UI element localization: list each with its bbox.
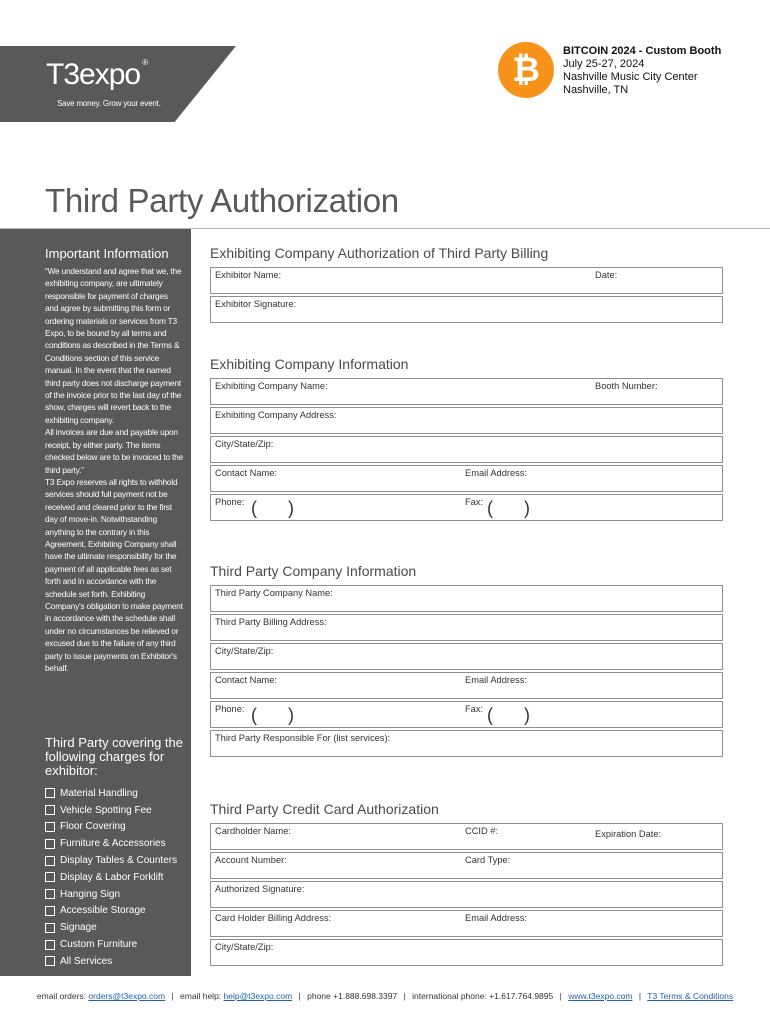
third-party-phone-row[interactable] [210, 701, 723, 728]
authorized-signature-row[interactable] [210, 881, 723, 908]
responsible-for-label: Third Party Responsible For (list services): [215, 733, 391, 743]
service-item[interactable] [45, 886, 177, 903]
checkbox[interactable] [45, 906, 55, 916]
company-name-label: Exhibiting Company Name: [215, 381, 328, 391]
service-item[interactable] [45, 835, 177, 852]
city-state-zip-label: City/State/Zip: [215, 646, 274, 656]
checkbox[interactable] [45, 805, 55, 815]
service-label: Accessible Storage [60, 905, 146, 917]
page-title: Third Party Authorization [45, 182, 399, 219]
footer-divider: | [559, 991, 562, 1001]
fax-area-code-open: ( [487, 498, 493, 518]
event-dates: July 25-27, 2024 [563, 58, 645, 70]
service-label: Vehicle Spotting Fee [60, 804, 152, 816]
bitcoin-icon: ₿ [498, 42, 554, 98]
checkbox[interactable] [45, 856, 55, 866]
area-code-close: ) [288, 498, 294, 518]
services-checklist [45, 785, 177, 970]
coverage-heading: Third Party covering the following charges for exhibitor: [45, 735, 184, 778]
third-party-city-row[interactable] [210, 643, 723, 670]
footer-divider: | [171, 991, 174, 1001]
exhibitor-company-name-row[interactable] [210, 378, 723, 405]
service-item[interactable] [45, 936, 177, 953]
ccid-label: CCID #: [465, 826, 499, 836]
service-item[interactable] [45, 802, 177, 819]
fax-label: Fax: [465, 497, 484, 507]
event-info [563, 45, 721, 97]
checkbox[interactable] [45, 889, 55, 899]
terms-text [45, 265, 183, 674]
third-party-contact-row[interactable] [210, 672, 723, 699]
third-party-address-label: Third Party Billing Address: [215, 617, 327, 627]
card-billing-address-row[interactable] [210, 910, 723, 937]
orders-label: email orders: [36, 991, 87, 1001]
card-type-label: Card Type: [465, 855, 511, 865]
service-item[interactable] [45, 919, 177, 936]
expiration-date-label: Expiration Date: [595, 829, 662, 839]
fax-area-code-close: ) [524, 498, 530, 518]
third-party-name-label: Third Party Company Name: [215, 588, 333, 598]
account-number-row[interactable] [210, 852, 723, 879]
footer-divider: | [403, 991, 406, 1001]
area-code-open: ( [251, 498, 257, 518]
city-state-zip-label: City/State/Zip: [215, 942, 274, 952]
footer-divider: | [638, 991, 642, 1001]
sidebar-heading: Important Information [45, 246, 169, 261]
third-party-info-heading: Third Party Company Information [210, 563, 417, 579]
help-label: email help: [180, 991, 222, 1001]
terms-paragraph: All invoices are due and payable upon receipt, by either party. The items checked below are to be invoiced to the third party.” [45, 427, 183, 475]
third-party-services-row[interactable] [210, 730, 723, 757]
exhibitor-contact-row[interactable] [210, 465, 723, 492]
service-label: Hanging Sign [60, 888, 121, 900]
card-city-row[interactable] [210, 939, 723, 966]
terms-paragraph: T3 Expo reserves all rights to withhold services should full payment not be received and cleared prior to the first day of move-in. Notwithstanding anything to the contrary in this Agreement, Exhibiting Company shall have the ultimate responsibility for the payment of all applicable fees as set forth and in accordance with the schedule set forth. Exhibiting Company's obligation to make payment in accordance with the schedule shall under no circumstances be relieved or excused due to the failure of any third party to issue payments on Exhibitor's behalf. [45, 476, 183, 673]
cardholder-name-label: Cardholder Name: [215, 826, 291, 836]
service-label: All Services [60, 955, 113, 967]
event-venue: Nashville Music City Center [563, 71, 698, 83]
third-party-address-row[interactable] [210, 614, 723, 641]
checkbox[interactable] [45, 940, 55, 950]
terms-paragraph: “We understand and agree that we, the exhibiting company, are ultimately responsible for payment of charges and agree by submitting this form or ordering materials or services from T3 Expo, to be bound by all terms and conditions as described in the Terms & Conditions section of this service manual. In the event that the named third party does not discharge payment of the invoice prior to the last day of the show, charges will revert back to the exhibiting company. [45, 266, 182, 425]
billing-authorization-heading: Exhibiting Company Authorization of Third Party Billing [210, 245, 549, 261]
checkbox[interactable] [45, 956, 55, 966]
help-email-link[interactable]: help@t3expo.com [223, 991, 293, 1001]
service-label: Custom Furniture [60, 939, 138, 951]
tagline: Save money. Grow your event. [57, 99, 161, 108]
exhibitor-signature-row[interactable] [210, 296, 723, 323]
service-label: Furniture & Accessories [60, 838, 166, 850]
exhibitor-address-row[interactable] [210, 407, 723, 434]
service-label: Display & Labor Forklift [60, 871, 164, 883]
fax-area-code-open: ( [487, 705, 493, 725]
event-city: Nashville, TN [563, 84, 629, 96]
orders-email-link[interactable]: orders@t3expo.com [88, 991, 166, 1001]
footer-divider: | [298, 991, 301, 1001]
exhibitor-info-heading: Exhibiting Company Information [210, 356, 409, 372]
t3expo-logo: T3expo ® [46, 58, 147, 91]
phone-label: Phone: [215, 497, 245, 507]
exhibitor-name-label: Exhibitor Name: [215, 270, 282, 280]
service-item[interactable] [45, 869, 177, 886]
exhibitor-name-row[interactable] [210, 267, 723, 294]
email-label: Email Address: [465, 913, 528, 923]
checkbox[interactable] [45, 872, 55, 882]
authorized-signature-label: Authorized Signature: [215, 884, 305, 894]
checkbox[interactable] [45, 788, 55, 798]
service-item[interactable] [45, 785, 177, 802]
service-item[interactable] [45, 903, 177, 920]
important-info-sidebar [0, 229, 191, 976]
company-address-label: Exhibiting Company Address: [215, 410, 337, 420]
city-state-zip-label: City/State/Zip: [215, 439, 274, 449]
terms-link[interactable]: T3 Terms & Conditions [647, 991, 734, 1001]
cardholder-row[interactable] [210, 823, 723, 850]
phone-label: Phone: [215, 704, 245, 714]
date-label: Date: [595, 270, 618, 280]
event-title: BITCOIN 2024 - Custom Booth [563, 45, 722, 57]
exhibitor-phone-row[interactable] [210, 494, 723, 521]
account-number-label: Account Number: [215, 855, 287, 865]
intl-phone-text: international phone: +1.617.764.9895 [412, 991, 554, 1001]
service-item[interactable] [45, 953, 177, 970]
area-code-close: ) [288, 705, 294, 725]
service-label: Material Handling [60, 787, 138, 799]
checkbox[interactable] [45, 822, 55, 832]
exhibitor-city-row[interactable] [210, 436, 723, 463]
third-party-name-row[interactable] [210, 585, 723, 612]
fax-label: Fax: [465, 704, 484, 714]
area-code-open: ( [251, 705, 257, 725]
service-label: Signage [60, 922, 97, 934]
phone-text: phone +1.888.698.3397 [307, 991, 398, 1001]
contact-name-label: Contact Name: [215, 675, 278, 685]
credit-card-heading: Third Party Credit Card Authorization [210, 801, 439, 817]
service-label: Floor Covering [60, 821, 126, 833]
service-label: Display Tables & Counters [60, 855, 178, 867]
email-label: Email Address: [465, 675, 528, 685]
checkbox[interactable] [45, 923, 55, 933]
footer-contact-bar [0, 991, 770, 1001]
card-billing-address-label: Card Holder Billing Address: [215, 913, 332, 923]
fax-area-code-close: ) [524, 705, 530, 725]
checkbox[interactable] [45, 839, 55, 849]
booth-number-label: Booth Number: [595, 381, 658, 391]
website-link[interactable]: www.t3expo.com [568, 991, 633, 1001]
contact-name-label: Contact Name: [215, 468, 278, 478]
service-item[interactable] [45, 819, 177, 836]
email-label: Email Address: [465, 468, 528, 478]
service-item[interactable] [45, 852, 177, 869]
exhibitor-signature-label: Exhibitor Signature: [215, 299, 297, 309]
